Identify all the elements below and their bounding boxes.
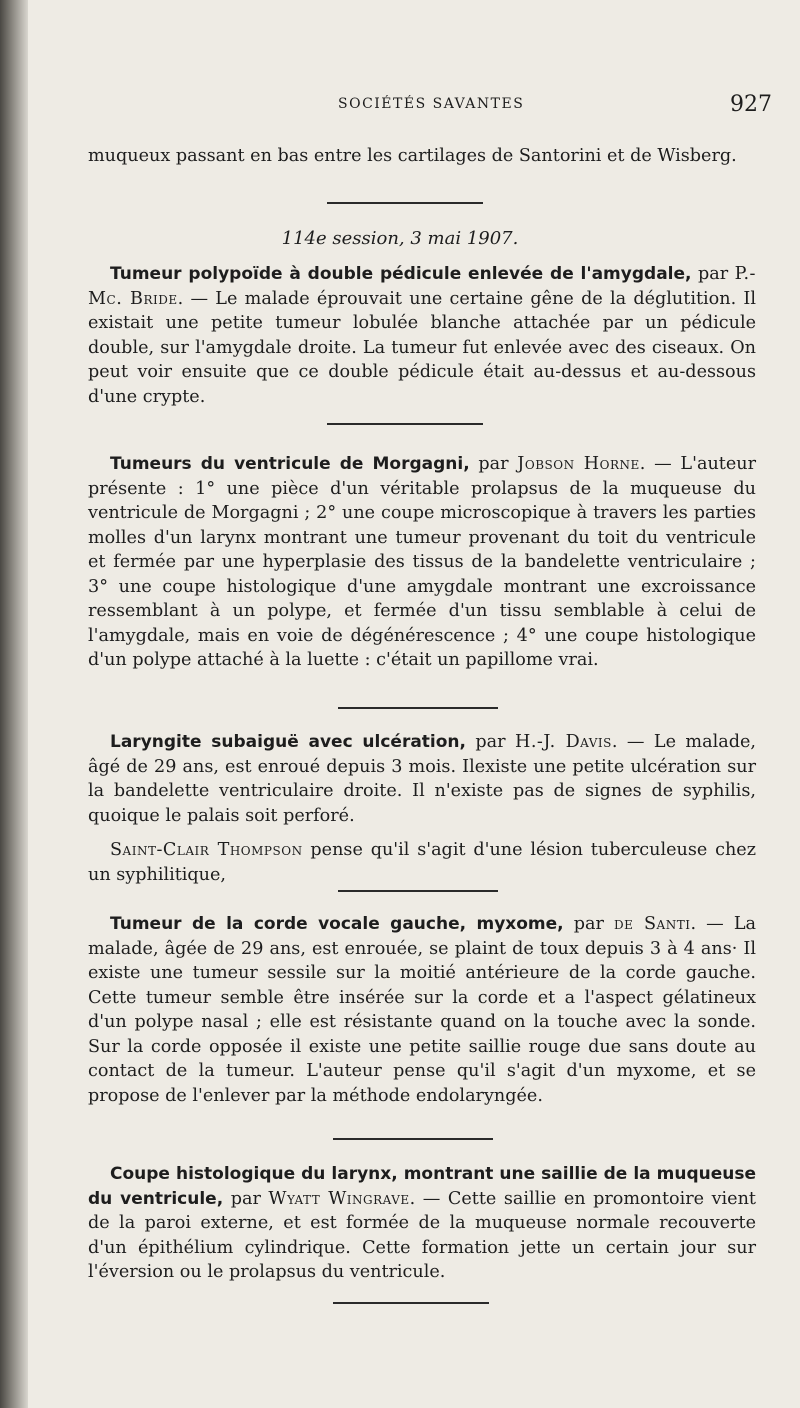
section-divider [327, 423, 483, 425]
section-davis [88, 730, 756, 828]
page-number: 927 [730, 92, 772, 117]
section-by: par [223, 1188, 269, 1209]
comment-paragraph [88, 838, 756, 887]
section-title: Tumeur de la corde vocale gauche, myxome, [110, 914, 564, 934]
section-body: . — Le malade éprouvait une certaine gêne de la déglutition. Il existait une petite tumeur lobulée blanche attachée par un pédicule double, sur l'amygdale droite. La tumeur fut enlevée avec des ciseaux. On peut voir ensuite que ce double pédicule était au-dessus et au-dessous d'une crypte. [88, 288, 756, 407]
page-header [0, 92, 800, 122]
section-title: Laryngite subaiguë avec ulcération, [110, 732, 466, 752]
section-paragraph [88, 262, 756, 409]
section-paragraph [88, 452, 756, 673]
section-body: . — Le malade, âgé de 29 ans, est enroué depuis 3 mois. Ilexiste une petite ulcération sur la bandelette ventriculaire droite. Il n'existe pas de signes de syphilis, quoique le palais soit perforé. [88, 732, 756, 826]
section-divider [338, 707, 498, 709]
section-author: P.-Mc. Bride [88, 264, 756, 309]
section-by: par [469, 454, 518, 474]
intro-text: muqueux passant en bas entre les cartilages de Santorini et de Wisberg. [88, 146, 737, 166]
session-heading: 114e session, 3 mai 1907. [281, 228, 519, 249]
section-body: . — L'auteur présente : 1° une pièce d'un véritable prolapsus de la muqueuse du ventricule de Morgagni ; 2° une coupe microscopique à travers les parties molles d'un larynx montrant une tumeur provenant du toit du ventricule et fermée par une hyperplasie des tissus de la bandelette ventriculaire ; 3° une coupe histologique d'une amygdale montrant une excroissance ressemblant à un polype, et fermée d'un tissu semblable à celui de l'amygdale, mais en voie de dégénérescence ; 4° une coupe histologique d'un polype attaché à la luette : c'était un papillome vrai. [88, 454, 756, 670]
section-body: . — Cette saillie en promontoire vient de la paroi externe, et est formée de la muqueuse normale recouverte d'un épithélium cylindrique. Cette formation jette un certain jour sur l'éversion ou le prolapsus du ventricule. [88, 1188, 756, 1282]
section-paragraph [88, 912, 756, 1108]
intro-paragraph [88, 144, 756, 169]
section-by: par [563, 914, 614, 934]
section-author: Jobson Horne [517, 454, 640, 474]
section-by: par [466, 732, 515, 752]
section-title: Tumeur polypoïde à double pédicule enlevée de l'amygdale, [110, 264, 692, 284]
section-horne [88, 452, 756, 673]
section-paragraph [88, 730, 756, 828]
section-thompson-comment [88, 838, 756, 887]
section-santi [88, 912, 756, 1108]
section-author: Wyatt Wingrave [268, 1188, 410, 1209]
section-author: de Santi [614, 914, 691, 934]
comment-author: Saint-Clair Thompson [110, 840, 303, 860]
section-wingrave [88, 1162, 756, 1285]
section-title: Coupe histologique du larynx, montrant une saillie de la muqueuse du ventricule, [88, 1164, 756, 1209]
binding-gutter [0, 0, 28, 1408]
running-title: SOCIÉTÉS SAVANTES [338, 96, 525, 112]
comment-body: pense qu'il s'agit d'une lésion tuberculeuse chez un syphilitique, [88, 840, 756, 885]
section-divider [338, 890, 498, 892]
section-divider [333, 1302, 489, 1304]
section-body: . — La malade, âgée de 29 ans, est enrouée, se plaint de toux depuis 3 à 4 ans· Il existe une tumeur sessile sur la moitié antérieure de la corde gauche. Cette tumeur semble être insérée sur la corde et a l'aspect gélatineux d'un polype nasal ; elle est résistante quand on la touche avec la sonde. Sur la corde opposée il existe une petite saillie rouge due sans doute au contact de la tumeur. L'auteur pense qu'il s'agit d'un myxome, et se propose de l'enlever par la méthode endolaryngée. [88, 914, 756, 1106]
section-bride [88, 262, 756, 409]
section-title: Tumeurs du ventricule de Morgagni, [110, 454, 470, 474]
section-author: H.-J. Davis [515, 732, 612, 752]
section-divider [333, 1138, 493, 1140]
section-by: par [691, 264, 735, 284]
section-paragraph [88, 1162, 756, 1285]
section-divider [327, 202, 483, 204]
